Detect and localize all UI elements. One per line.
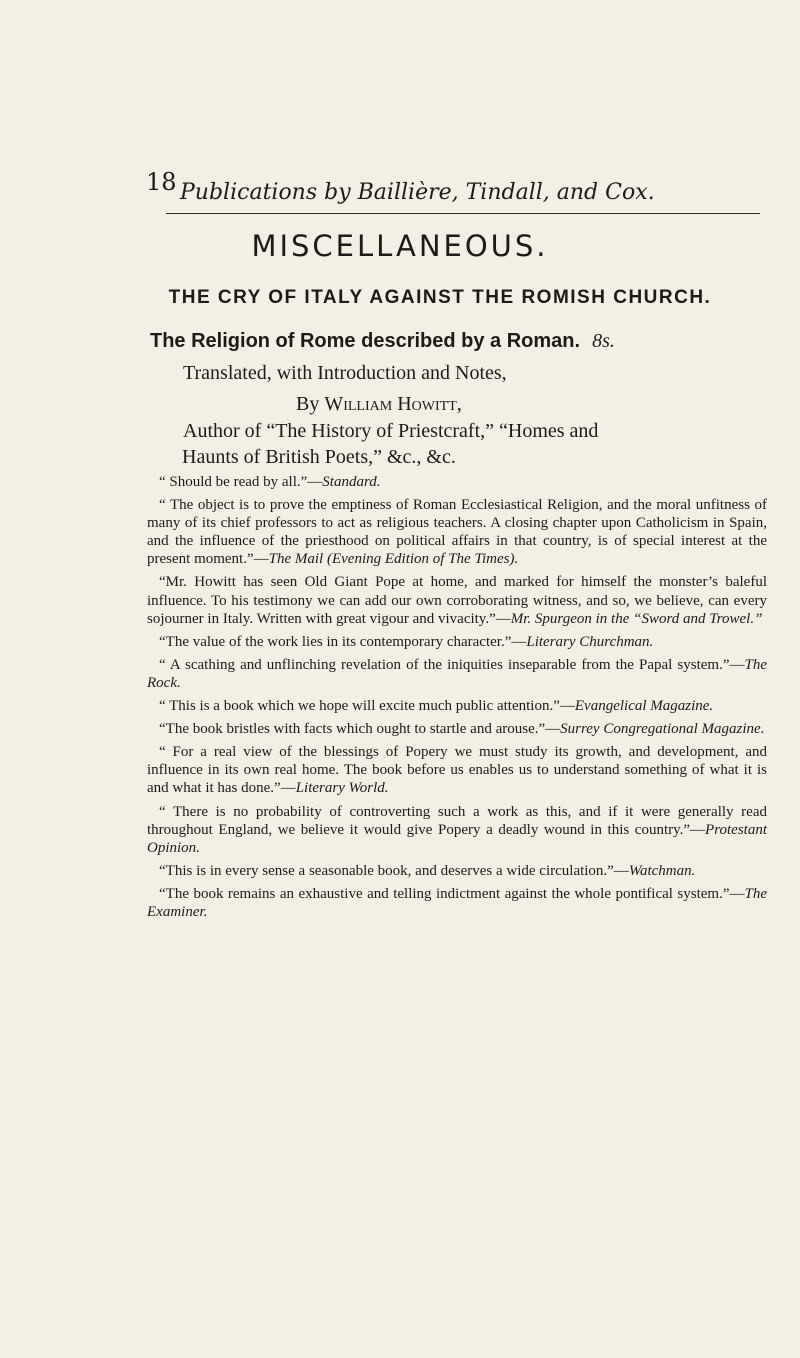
- book-subtitle-text: The Religion of Rome described by a Roman.: [150, 330, 581, 352]
- review-quote: “The value of the work lies in its contemporary character.”—: [159, 633, 527, 650]
- book-title: THE CRY OF ITALY AGAINST THE ROMISH CHURCH.: [168, 287, 712, 308]
- book-subtitle: [150, 330, 615, 353]
- review-quote: “The book bristles with facts which ought to startle and arouse.”—: [159, 721, 561, 738]
- author-of-line-2: [147, 445, 767, 469]
- review-item: [147, 656, 767, 692]
- section-title: MISCELLANEOUS.: [251, 229, 549, 263]
- review-source: The Rock.: [147, 656, 767, 691]
- review-source: The Mail (Evening Edition of The Times).: [268, 551, 519, 568]
- review-quote: “The book remains an exhaustive and telling indictment against the whole pontifical system.”—: [159, 885, 745, 902]
- review-item: [147, 573, 767, 627]
- review-source: Standard.: [322, 474, 381, 490]
- author-name: William Howitt,: [324, 393, 462, 415]
- review-source: Mr. Spurgeon in the “Sword and Trowel.”: [510, 610, 763, 627]
- review-item: [147, 473, 767, 491]
- author-of-line-2-text: Haunts of British Poets,” &c., &c.: [182, 446, 456, 468]
- review-item: [147, 633, 767, 651]
- review-source: Evangelical Magazine.: [574, 698, 714, 715]
- review-quote: “ For a real view of the blessings of Popery we must study its growth, and development, and influence in its own real home. The book before us enables us to understand something of what it is and what it has done.”—: [147, 744, 767, 797]
- review-quote: “Mr. Howitt has seen Old Giant Pope at home, and marked for himself the monster’s baleful influence. To his testimony we can add our own corroborating witness, and so, we believe, can every sojourner in Italy. Written with great vigour and vivacity.”—: [147, 574, 767, 627]
- review-quote: “ This is a book which we hope will excite much public attention.”—: [159, 698, 575, 715]
- review-source: Literary World.: [295, 780, 389, 797]
- review-quote: “ Should be read by all.”—: [159, 474, 323, 490]
- book-price: 8s.: [592, 330, 615, 352]
- review-item: [147, 743, 767, 797]
- review-source: Protestant Opinion.: [147, 821, 767, 856]
- review-list: [147, 446, 767, 926]
- review-source: Watchman.: [628, 862, 696, 879]
- review-quote: “ There is no probability of controverting such a work as this, and if it were generally read throughout England, we believe it would give Popery a deadly wound in this country.”—: [147, 803, 767, 838]
- review-item: [147, 862, 767, 880]
- author-line: [296, 393, 462, 416]
- review-source: Surrey Congregational Magazine.: [560, 721, 765, 738]
- review-item: [147, 720, 767, 738]
- author-of-line-1: Author of “The History of Priestcraft,” “Homes and: [183, 420, 599, 442]
- review-quote: “ The object is to prove the emptiness of Roman Ecclesiastical Religion, and the moral unfitness of many of its chief professors to act as religious teachers. A closing chapter upon Catholicism in Spain, and the influence of the priesthood on political affairs in that country, is of special interest at the present moment.”—: [147, 497, 767, 568]
- review-item: [147, 885, 767, 921]
- review-source: Literary Churchman.: [526, 633, 654, 650]
- page-number: 18: [146, 168, 177, 196]
- review-quote: “ A scathing and unflinching revelation of the iniquities inseparable from the Papal system.”—: [159, 656, 745, 673]
- review-item: [147, 496, 767, 568]
- translation-note: Translated, with Introduction and Notes,: [183, 362, 507, 384]
- review-source: The Examiner.: [147, 885, 767, 920]
- header-rule: [166, 213, 760, 214]
- review-item: [147, 803, 767, 857]
- review-item: [147, 697, 767, 715]
- running-head-title: Publications by Baillière, Tindall, and Cox.: [180, 180, 655, 205]
- review-quote: “This is in every sense a seasonable book, and deserves a wide circulation.”—: [159, 862, 629, 879]
- by-prefix: By: [296, 393, 320, 415]
